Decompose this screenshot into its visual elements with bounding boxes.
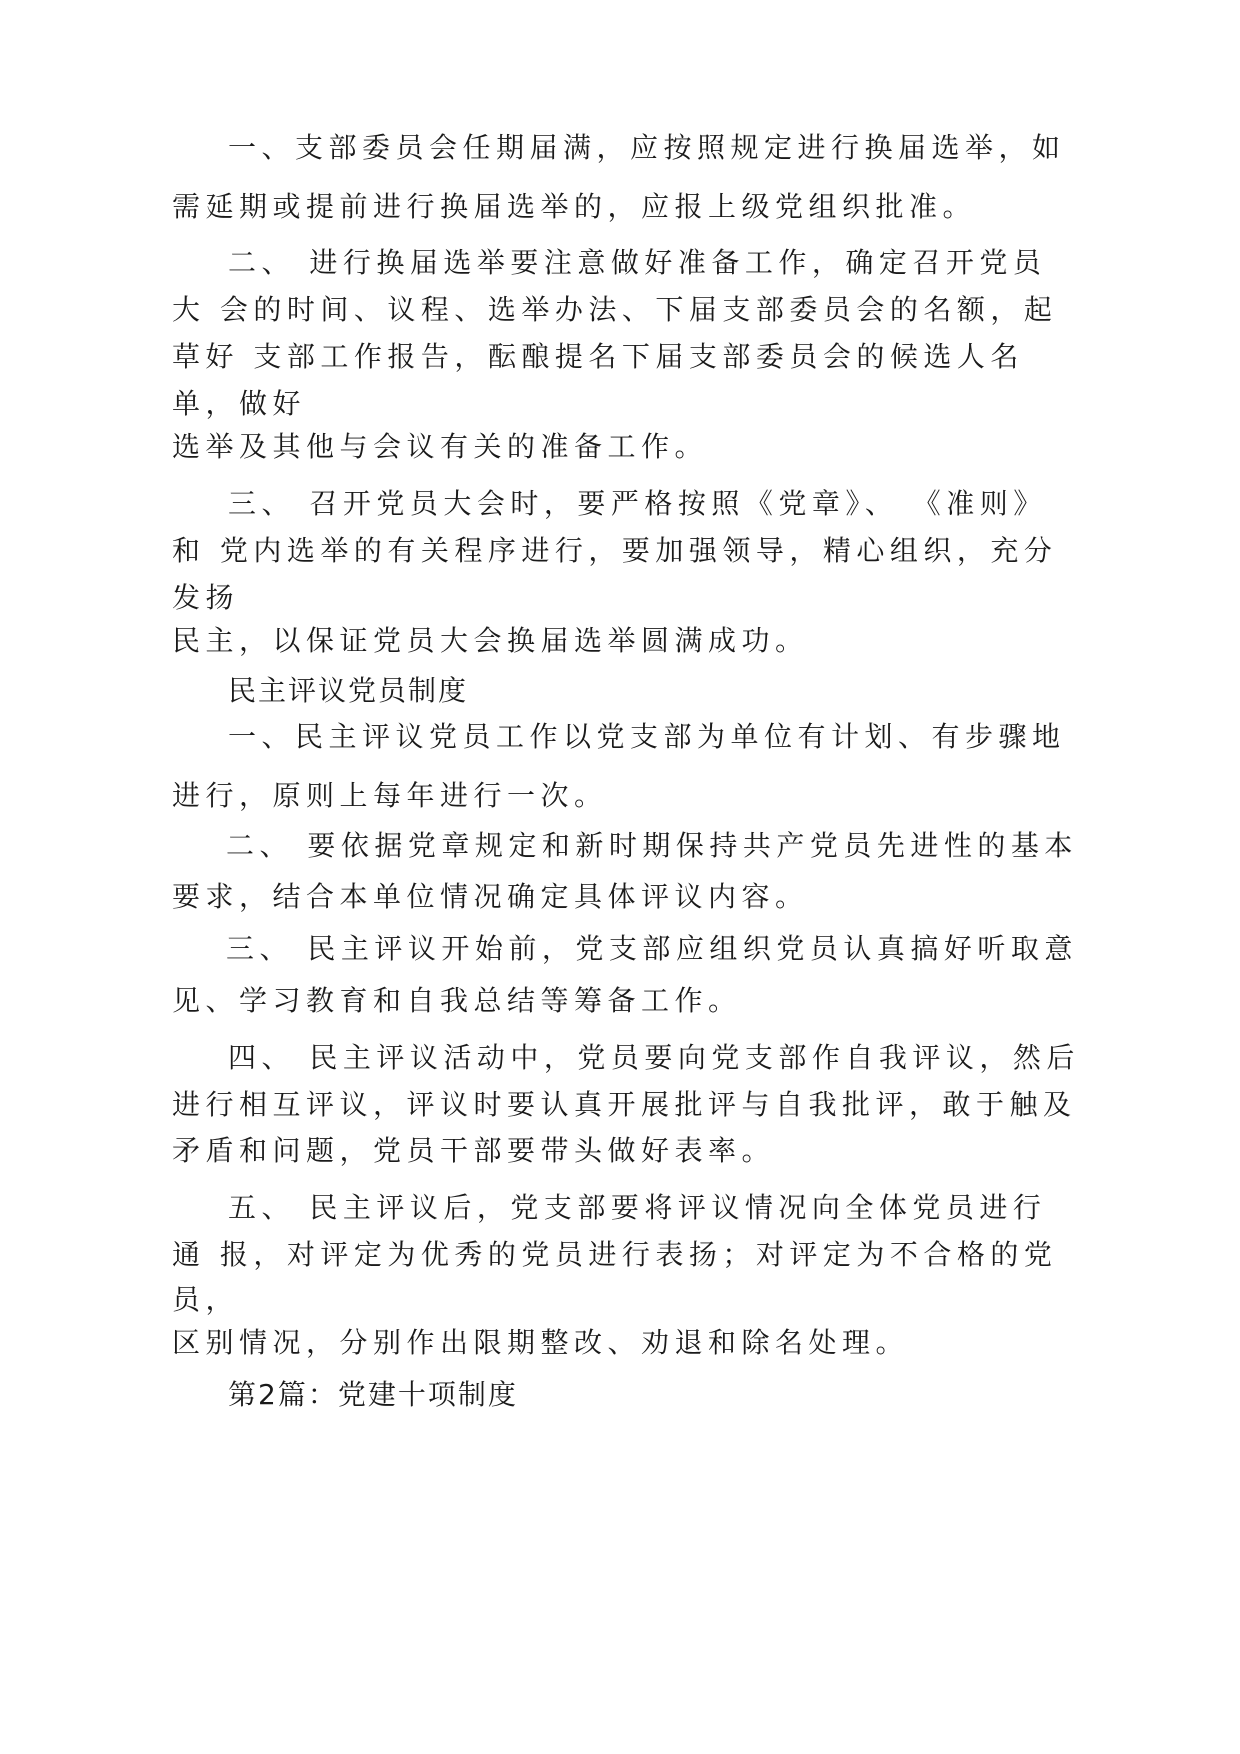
paragraph-line: 三、 召开党员大会时，要严格按照《党章》、 《准则》 (228, 487, 1047, 520)
paragraph-line: 矛盾和问题，党员干部要带头做好表率。 (172, 1134, 776, 1167)
section-heading: 第2篇：党建十项制度 (228, 1378, 518, 1411)
paragraph-line: 草好 支部工作报告，酝酿提名下届支部委员会的候选人名 (172, 340, 1024, 373)
paragraph-line: 选举及其他与会议有关的准备工作。 (172, 430, 709, 463)
paragraph-line: 一、民主评议党员工作以党支部为单位有计划、有步骤地 (228, 720, 1066, 753)
paragraph-line: 见、学习教育和自我总结等筹备工作。 (172, 984, 742, 1017)
paragraph-line: 和 党内选举的有关程序进行，要加强领导，精心组织，充分 (172, 534, 1058, 567)
paragraph-line: 员， (172, 1283, 240, 1316)
paragraph-line: 三、 民主评议开始前，党支部应组织党员认真搞好听取意 (226, 932, 1078, 965)
paragraph-line: 区别情况，分别作出限期整改、劝退和除名处理。 (172, 1326, 910, 1359)
paragraph-line: 进行，原则上每年进行一次。 (172, 779, 608, 812)
paragraph-line: 单，做好 (172, 387, 307, 420)
paragraph-line: 五、 民主评议后，党支部要将评议情况向全体党员进行 (228, 1191, 1047, 1224)
paragraph-line: 二、 进行换届选举要注意做好准备工作，确定召开党员 (228, 246, 1047, 279)
paragraph-line: 进行相互评议，评议时要认真开展批评与自我批评，敢于触及 (172, 1088, 1077, 1121)
paragraph-line: 大 会的时间、议程、选举办法、下届支部委员会的名额，起 (172, 293, 1058, 326)
paragraph-line: 四、 民主评议活动中，党员要向党支部作自我评议，然后 (228, 1041, 1080, 1074)
paragraph-line: 民主，以保证党员大会换届选举圆满成功。 (172, 624, 809, 657)
paragraph-line: 发扬 (172, 581, 240, 614)
section-heading: 民主评议党员制度 (228, 674, 469, 707)
paragraph-line: 需延期或提前进行换届选举的，应报上级党组织批准。 (172, 190, 977, 223)
paragraph-line: 要求，结合本单位情况确定具体评议内容。 (172, 880, 809, 913)
paragraph-line: 一、支部委员会任期届满，应按照规定进行换届选举，如 (228, 131, 1066, 164)
paragraph-line: 二、 要依据党章规定和新时期保持共产党员先进性的基本 (226, 829, 1078, 862)
paragraph-line: 通 报，对评定为优秀的党员进行表扬；对评定为不合格的党 (172, 1238, 1058, 1271)
